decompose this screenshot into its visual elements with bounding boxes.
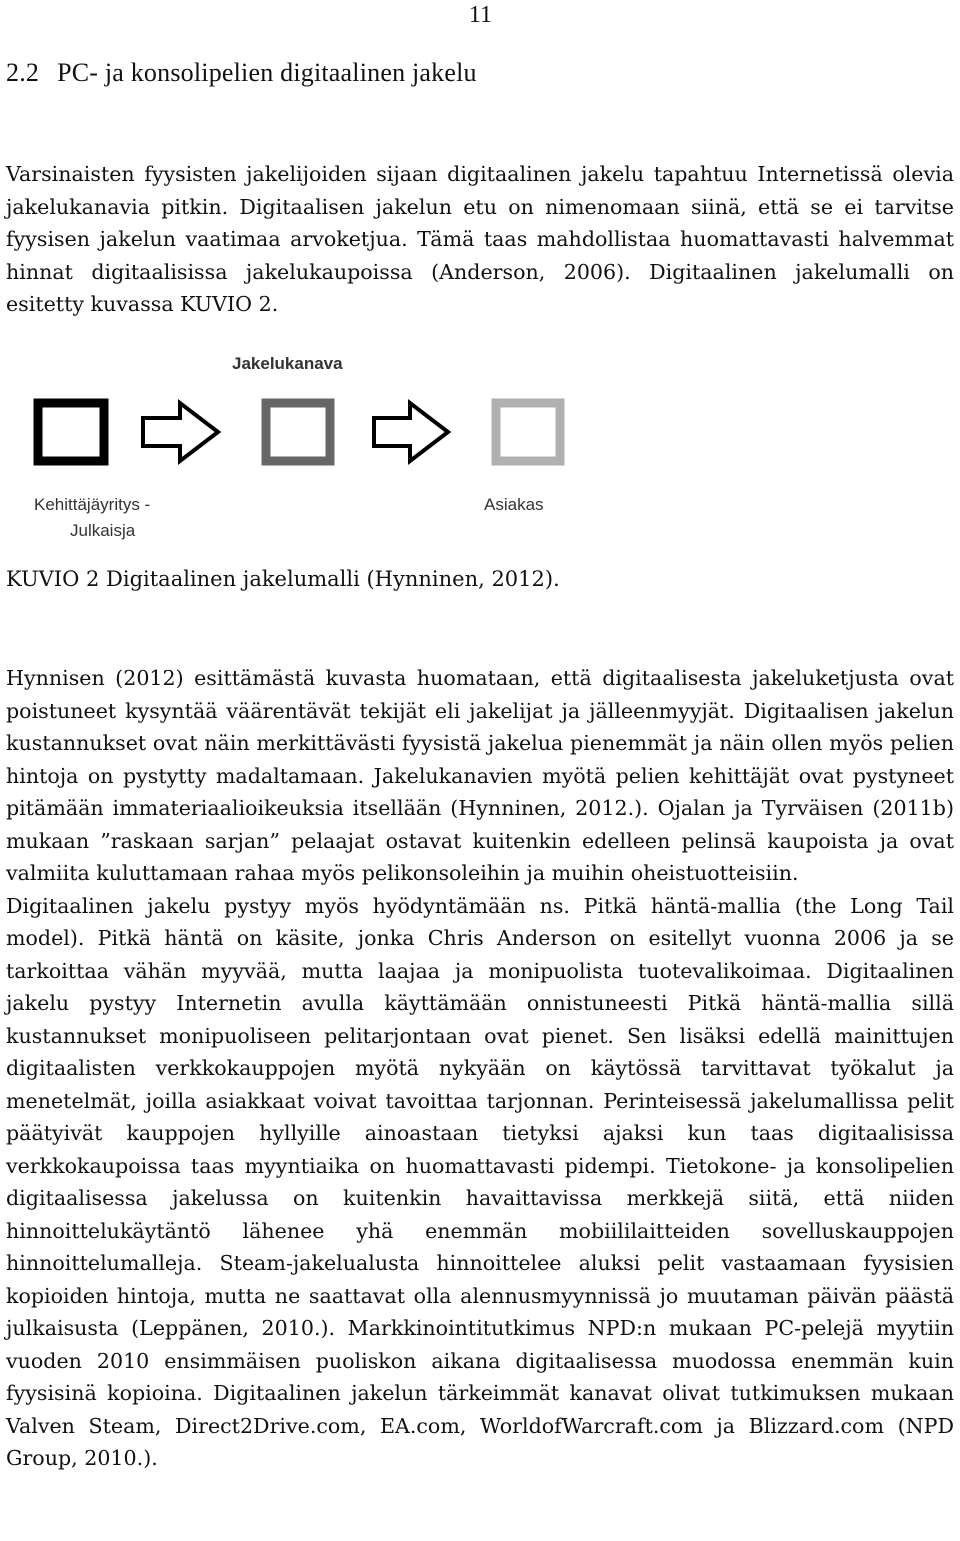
distribution-model-figure <box>30 345 590 545</box>
section-number: 2.2 <box>6 58 40 87</box>
customer-box <box>496 403 560 461</box>
distribution-diagram <box>30 345 590 545</box>
page-number: 11 <box>468 2 492 28</box>
figure-left-label-line2: Julkaisja <box>70 521 136 540</box>
channel-box <box>266 403 330 461</box>
paragraph-intro: Varsinaisten fyysisten jakelijoiden sijaan digitaalinen jakelu tapahtuu Internetissä olevia jakelukanavia pitkin. Digitaalisen jakelun etu on nimenomaan siinä, että se ei tarvitse fyysisen jakelun vaatimaa arvoketjua. Tämä taas mahdollistaa huomattavasti halvemmat hinnat digitaalisissa jakelukaupoissa (Anderson, 2006). Digitaalinen jakelumalli on esitetty kuvassa KUVIO 2. <box>6 162 954 316</box>
paragraph-body-part1: Hynnisen (2012) esittämästä kuvasta huomataan, että digitaalisesta jakeluketjusta ovat poistuneet kysyntää väärentävät tekijät eli jakelijat ja jälleenmyyjät. Digitaalisen jakelun kustannukset ovat näin merkittävästi fyysistä jakelua pienemmät ja näin ollen myös pelien hintoja on pystytty madaltamaan. Jakelukanavien myötä pelien kehittäjät ovat pystyneet pitämään immateriaalioikeuksia itsellään (Hynninen, 2012.). Ojalan ja Tyrväisen (2011b) mukaan ”raskaan sarjan” pelaajat ostavat kuitenkin edelleen pelinsä kaupoista ja ovat valmiita kuluttamaan rahaa myös pelikonsoleihin ja muihin oheistuotteisiin. <box>6 666 954 885</box>
figure-caption: KUVIO 2 Digitaalinen jakelumalli (Hynninen, 2012). <box>6 567 560 591</box>
developer-box <box>38 403 104 461</box>
figure-left-label-line1: Kehittäjäyritys - <box>34 495 151 514</box>
section-title: PC- ja konsolipelien digitaalinen jakelu <box>57 58 477 87</box>
section-heading <box>6 58 477 88</box>
arrow-right-icon <box>143 403 218 461</box>
figure-top-label: Jakelukanava <box>232 354 343 373</box>
arrow-right-icon <box>374 403 448 461</box>
paragraph-body-part2: Digitaalinen jakelu pystyy myös hyödyntämään ns. Pitkä häntä-mallia (the Long Tail model). Pitkä häntä on käsite, jonka Chris Anderson on esitellyt vuonna 2006 ja se tarkoittaa vähän myyvää, mutta laajaa ja monipuolista tuotevalikoimaa. Digitaalinen jakelu pystyy Internetin avulla käyttämään onnistuneesti Pitkä häntä-mallia sillä kustannukset monipuoliseen pelitarjontaan ovat pienet. Sen lisäksi edellä mainittujen digitaalisten verkkokauppojen myötä nykyään on käytössä tarvittavat työkalut ja menetelmät, joilla asiakkaat voivat tavoittaa tarjonnan. Perinteisessä jakelumallissa pelit päätyivät kauppojen hyllyille ainoastaan tietyksi ajaksi kun taas digitaalisissa verkkokaupoissa taas myyntiaika on huomattavasti pidempi. Tietokone- ja konsolipelien digitaalisessa jakelussa on kuitenkin havaittavissa merkkejä siitä, että niiden hinnoittelukäytäntö lähenee yhä enemmän mobiililaitteiden sovelluskauppojen hinnoittelumalleja. Steam-jakelualusta hinnoittelee aluksi pelit vastaamaan fyysisien kopioiden hintoja, mutta ne saattavat olla alennusmyynnissä jo muutaman päivän päästä julkaisusta (Leppänen, 2010.). Markkinointitutkimus NPD:n mukaan PC-pelejä myytiin vuoden 2010 ensimmäisen puoliskon aikana digitaalisessa muodossa enemmän kuin fyysisinä kopioina. Digitaalinen jakelun tärkeimmät kanavat olivat tutkimuksen mukaan Valven Steam, Direct2Drive.com, EA.com, WorldofWarcraft.com ja Blizzard.com (NPD Group, 2010.). <box>6 893 954 1470</box>
figure-right-label: Asiakas <box>484 495 544 514</box>
paragraph-body <box>6 662 954 1475</box>
